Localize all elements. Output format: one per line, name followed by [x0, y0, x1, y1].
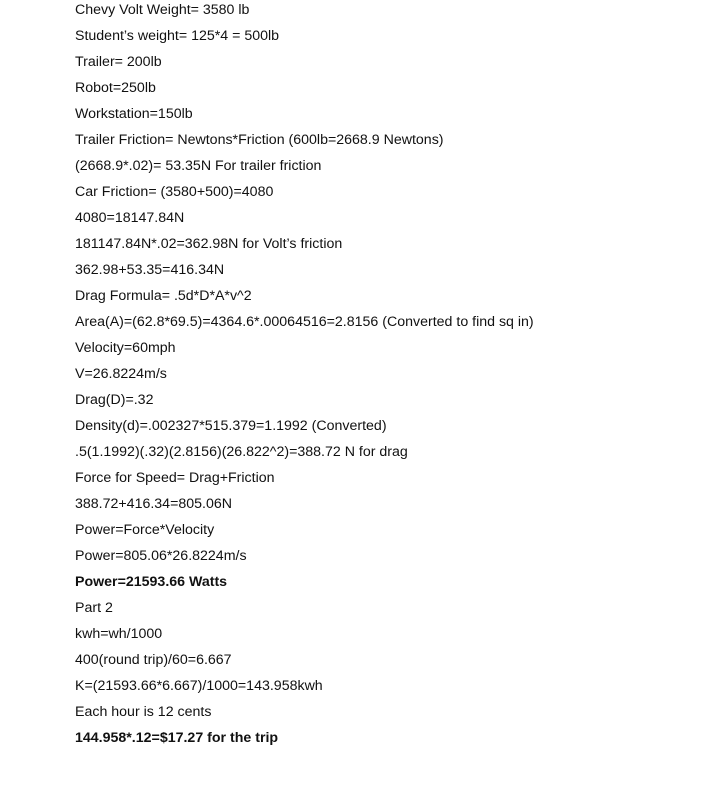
text-line: 362.98+53.35=416.34N: [75, 262, 225, 278]
text-line: 388.72+416.34=805.06N: [75, 496, 232, 512]
result-line: Power=21593.66 Watts: [75, 574, 228, 590]
text-line: 181147.84N*.02=362.98N for Volt’s friction: [75, 236, 343, 252]
text-line: Robot=250lb: [75, 80, 156, 96]
text-line: Chevy Volt Weight= 3580 lb: [75, 2, 250, 18]
text-line: 400(round trip)/60=6.667: [75, 652, 232, 668]
text-line: Car Friction= (3580+500)=4080: [75, 184, 274, 200]
text-line: V=26.8224m/s: [75, 366, 167, 382]
text-line: K=(21593.66*6.667)/1000=143.958kwh: [75, 678, 323, 694]
text-line: (2668.9*.02)= 53.35N For trailer friction: [75, 158, 322, 174]
text-line: Drag Formula= .5d*D*A*v^2: [75, 288, 252, 304]
text-line: 4080=18147.84N: [75, 210, 185, 226]
text-line: Power=805.06*26.8224m/s: [75, 548, 247, 564]
text-line: Part 2: [75, 600, 113, 616]
text-line: Trailer Friction= Newtons*Friction (600lb=2668.9 Newtons): [75, 132, 444, 148]
text-line: Power=Force*Velocity: [75, 522, 215, 538]
text-line: Each hour is 12 cents: [75, 704, 212, 720]
text-line: Trailer= 200lb: [75, 54, 162, 70]
text-line: Force for Speed= Drag+Friction: [75, 470, 275, 486]
text-line: Velocity=60mph: [75, 340, 176, 356]
text-line: Density(d)=.002327*515.379=1.1992 (Converted): [75, 418, 387, 434]
text-line: .5(1.1992)(.32)(2.8156)(26.822^2)=388.72 N for drag: [75, 444, 408, 460]
document-body: [75, 0, 715, 751]
text-line: Area(A)=(62.8*69.5)=4364.6*.00064516=2.8156 (Converted to find sq in): [75, 314, 534, 330]
text-line: Drag(D)=.32: [75, 392, 154, 408]
text-line: Workstation=150lb: [75, 106, 193, 122]
result-line: 144.958*.12=$17.27 for the trip: [75, 730, 279, 746]
text-line: Student’s weight= 125*4 = 500lb: [75, 28, 280, 44]
text-line: kwh=wh/1000: [75, 626, 163, 642]
